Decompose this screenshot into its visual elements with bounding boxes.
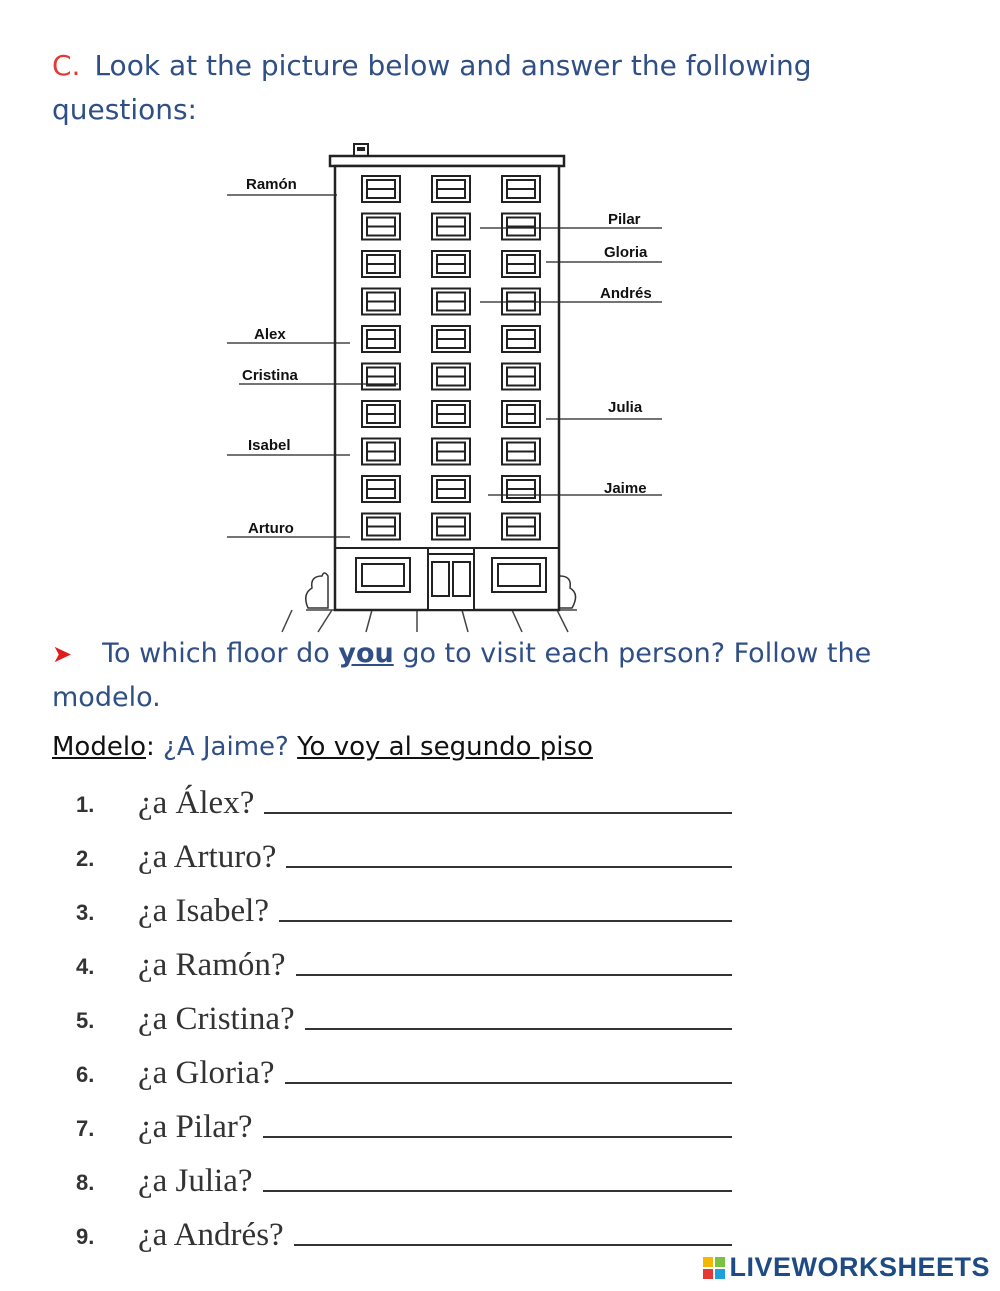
model-answer: Yo voy al segundo piso	[297, 732, 593, 762]
liveworksheets-logo	[703, 1252, 990, 1283]
question-number: 9.	[76, 1224, 95, 1249]
question-text: ¿a Álex?	[138, 785, 255, 821]
question-number: 6.	[76, 1062, 95, 1087]
question-row	[72, 932, 732, 986]
model-colon: :	[145, 732, 155, 762]
answer-line[interactable]	[294, 1243, 732, 1246]
question-number: 1.	[76, 792, 95, 817]
question-number: 7.	[76, 1116, 95, 1141]
label-isabel: Isabel	[248, 437, 291, 454]
model-question: ¿A Jaime?	[163, 732, 289, 762]
question-text: ¿a Isabel?	[138, 893, 269, 929]
question-text: ¿a Pilar?	[138, 1109, 253, 1145]
brand-text: LIVEWORKSHEETS	[729, 1252, 990, 1282]
answer-line[interactable]	[264, 811, 732, 814]
question-text: ¿a Ramón?	[138, 947, 286, 983]
question-row	[72, 878, 732, 932]
answer-line[interactable]	[279, 919, 732, 922]
answer-line[interactable]	[285, 1081, 733, 1084]
building-illustration	[222, 138, 672, 634]
label-ramon: Ramón	[246, 176, 297, 193]
question-number: 2.	[76, 846, 95, 871]
instruction-heading	[52, 44, 932, 132]
question-row	[72, 1202, 732, 1256]
answer-line[interactable]	[286, 865, 732, 868]
task-before: To which floor do	[102, 638, 330, 669]
logo-square	[715, 1269, 725, 1279]
question-row	[72, 986, 732, 1040]
label-julia: Julia	[608, 399, 643, 416]
label-alex: Alex	[254, 326, 286, 343]
question-row	[72, 824, 732, 878]
question-text: ¿a Cristina?	[138, 1001, 295, 1037]
logo-square	[703, 1257, 713, 1267]
question-text: ¿a Arturo?	[138, 839, 277, 875]
answer-line[interactable]	[263, 1135, 732, 1138]
question-number: 4.	[76, 954, 95, 979]
logo-icon	[703, 1257, 725, 1279]
label-andres: Andrés	[600, 285, 652, 302]
answer-line[interactable]	[296, 973, 732, 976]
label-pilar: Pilar	[608, 211, 641, 228]
logo-square	[715, 1257, 725, 1267]
model-label: Modelo	[52, 732, 146, 762]
question-row	[72, 1148, 732, 1202]
question-number: 3.	[76, 900, 95, 925]
label-cristina: Cristina	[242, 367, 298, 384]
question-number: 8.	[76, 1170, 95, 1195]
section-letter: C.	[52, 49, 81, 82]
question-row	[72, 1040, 732, 1094]
task-emphasis: you	[338, 638, 394, 669]
logo-square	[703, 1269, 713, 1279]
question-row	[72, 770, 732, 824]
label-jaime: Jaime	[604, 480, 647, 497]
task-instruction	[52, 632, 952, 720]
instruction-text: Look at the picture below and answer the following questions:	[52, 49, 812, 126]
task-after: go to visit each person? Follow the modelo.	[52, 638, 872, 713]
question-list	[72, 770, 732, 1256]
label-gloria: Gloria	[604, 244, 648, 261]
question-text: ¿a Julia?	[138, 1163, 253, 1199]
pointer-arrow-icon: ➤	[52, 640, 73, 668]
question-text: ¿a Andrés?	[138, 1217, 284, 1253]
answer-line[interactable]	[263, 1189, 732, 1192]
question-row	[72, 1094, 732, 1148]
question-text: ¿a Gloria?	[138, 1055, 275, 1091]
model-example	[52, 727, 593, 767]
answer-line[interactable]	[305, 1027, 732, 1030]
label-arturo: Arturo	[248, 520, 294, 537]
question-number: 5.	[76, 1008, 95, 1033]
